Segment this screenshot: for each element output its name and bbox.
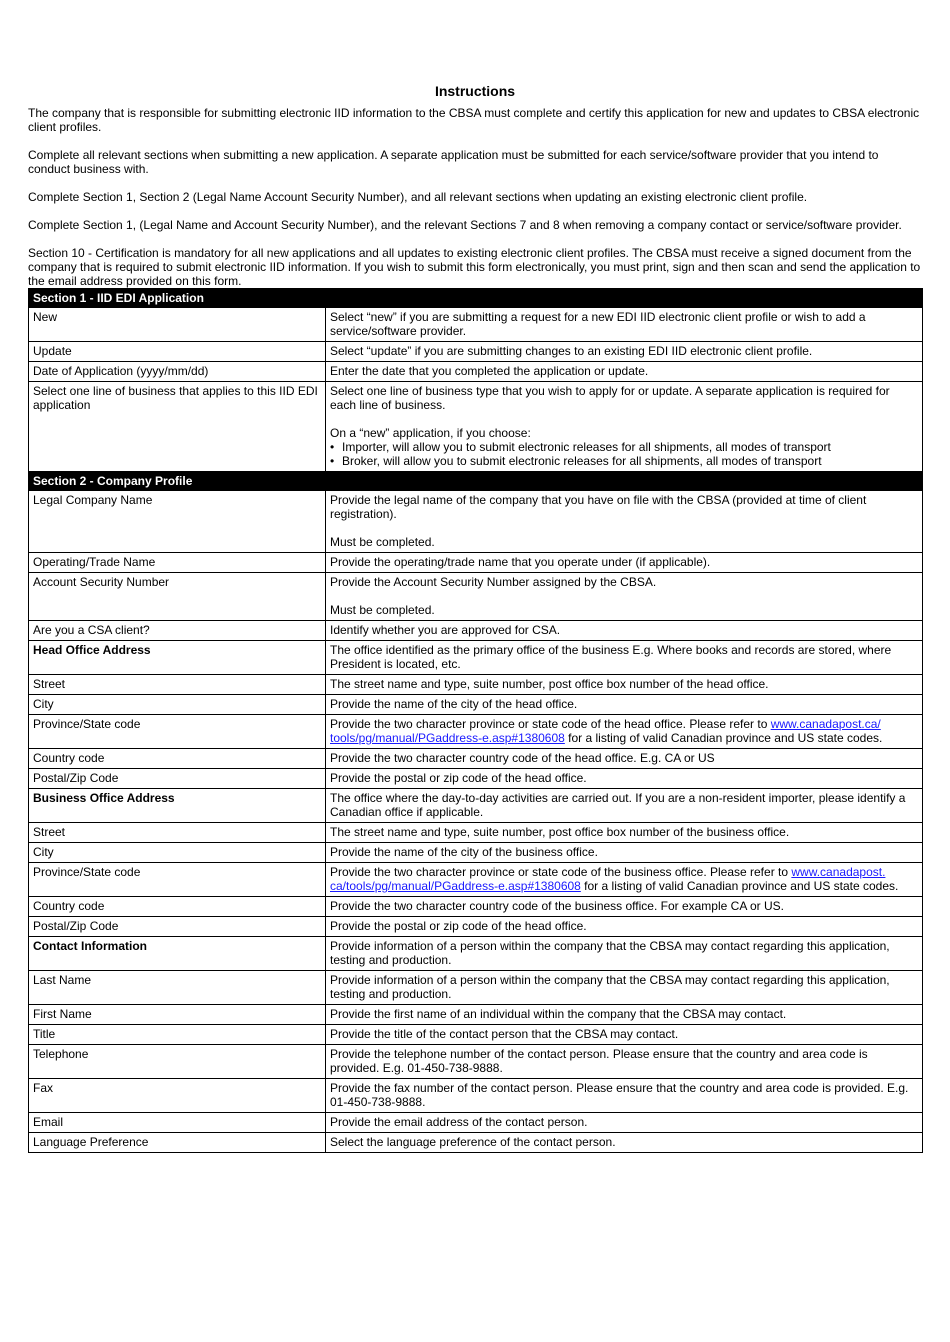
field-description: Provide the two character country code of the business office. For example CA or US. [326,897,923,917]
table-row [29,863,923,897]
field-description: Provide the fax number of the contact person. Please ensure that the country and area code is provided. E.g. 01-450-738-9888. [326,1079,923,1113]
lob-new-note: On a “new” application, if you choose: [330,426,531,440]
table-row [29,937,923,971]
province-description-text: for a listing of valid Canadian province and US state codes. [564,731,883,745]
table-row [29,342,923,362]
field-description [326,573,923,621]
table-row [29,1133,923,1153]
field-label: Province/State code [29,715,326,749]
field-description: Select “update” if you are submitting changes to an existing EDI IID electronic client profile. [326,342,923,362]
table-row [29,823,923,843]
instructions-table [28,288,923,1153]
field-label: Country code [29,749,326,769]
page-title: Instructions [434,83,516,99]
table-row [29,573,923,621]
instructions-intro [28,106,922,288]
canada-post-link[interactable]: www.canadapost. [791,865,886,879]
field-label: Street [29,823,326,843]
field-label: Country code [29,897,326,917]
table-row [29,1113,923,1133]
field-label: Telephone [29,1045,326,1079]
section-2-header-row [29,472,923,491]
table-row [29,695,923,715]
table-row [29,917,923,937]
section-1-header-row [29,289,923,308]
field-description: Provide the two character country code of the head office. E.g. CA or US [326,749,923,769]
field-description: Provide the email address of the contact person. [326,1113,923,1133]
table-row [29,843,923,863]
field-description: Provide the name of the city of the head office. [326,695,923,715]
field-label: Update [29,342,326,362]
required-note: Must be completed. [330,603,435,617]
field-label: City [29,843,326,863]
legal-name-description: Provide the legal name of the company that you have on file with the CBSA (provided at time of client registration). [330,493,867,521]
field-label: Business Office Address [29,789,326,823]
intro-paragraph: Complete Section 1, Section 2 (Legal Name Account Security Number), and all relevant sections when updating an existing electronic client profile. [28,190,808,204]
table-row [29,1079,923,1113]
field-description [326,715,923,749]
field-label: New [29,308,326,342]
intro-paragraph: The company that is responsible for submitting electronic IID information to the CBSA must complete and certify this application for new and updates to CBSA electronic client profiles. [28,106,920,134]
field-description [326,382,923,472]
table-row [29,1025,923,1045]
field-label: Operating/Trade Name [29,553,326,573]
field-description: Provide the postal or zip code of the head office. [326,917,923,937]
field-description: Select “new” if you are submitting a request for a new EDI IID electronic client profile or wish to add a service/software provider. [326,308,923,342]
field-description [326,863,923,897]
field-label: First Name [29,1005,326,1025]
field-description [326,491,923,553]
field-description: The office identified as the primary office of the business E.g. Where books and records are stored, where President is located, etc. [326,641,923,675]
field-label: Title [29,1025,326,1045]
table-row [29,675,923,695]
list-item: • Broker, will allow you to submit electronic releases for all shipments, all modes of transport [330,454,918,468]
list-item: • Importer, will allow you to submit electronic releases for all shipments, all modes of transport [330,440,918,454]
province-description-text: Provide the two character province or state code of the head office. Please refer to [330,717,771,731]
intro-paragraph: Complete all relevant sections when submitting a new application. A separate application must be submitted for each service/software provider that you intend to conduct business with. [28,148,879,176]
field-description: Select the language preference of the contact person. [326,1133,923,1153]
field-description: Provide information of a person within the company that the CBSA may contact regarding this application, testing and production. [326,937,923,971]
field-label: Contact Information [29,937,326,971]
table-row [29,553,923,573]
field-description: Enter the date that you completed the application or update. [326,362,923,382]
intro-paragraph: Section 10 - Certification is mandatory for all new applications and all updates to existing electronic client profiles. The CBSA must receive a signed document from the company that is required to submit electronic IID information. If you wish to submit this form electronically, you must print, sign and then scan and send the application to the email address provided on this form. [28,246,921,288]
field-description: Provide the postal or zip code of the head office. [326,769,923,789]
field-label: City [29,695,326,715]
table-row [29,715,923,749]
field-label: Last Name [29,971,326,1005]
field-label: Head Office Address [29,641,326,675]
canada-post-link[interactable]: tools/pg/manual/PGaddress-e.asp#1380608 [330,731,565,745]
lob-description: Select one line of business type that you wish to apply for or update. A separate application is required for each line of business. [330,384,890,412]
province-description-text: Provide the two character province or state code of the business office. Please refer to [330,865,792,879]
table-row [29,789,923,823]
table-row [29,621,923,641]
field-description: Provide the telephone number of the contact person. Please ensure that the country and area code is provided. E.g. 01-450-738-9888. [326,1045,923,1079]
table-row [29,491,923,553]
field-label: Language Preference [29,1133,326,1153]
table-row [29,362,923,382]
field-label: Account Security Number [29,573,326,621]
section-2-header: Section 2 - Company Profile [29,472,923,491]
table-row [29,641,923,675]
field-description: The office where the day-to-day activities are carried out. If you are a non-resident importer, please identify a Canadian office if applicable. [326,789,923,823]
field-description: Provide the title of the contact person that the CBSA may contact. [326,1025,923,1045]
field-label: Postal/Zip Code [29,769,326,789]
field-description: Provide the name of the city of the business office. [326,843,923,863]
table-row [29,1005,923,1025]
intro-paragraph: Complete Section 1, (Legal Name and Account Security Number), and the relevant Sections 7 and 8 when removing a company contact or service/software provider. [28,218,902,232]
table-row [29,749,923,769]
canada-post-link[interactable]: ca/tools/pg/manual/PGaddress-e.asp#1380608 [330,879,581,893]
table-row [29,769,923,789]
field-label: Date of Application (yyyy/mm/dd) [29,362,326,382]
table-row [29,897,923,917]
table-row [29,1045,923,1079]
section-1-header: Section 1 - IID EDI Application [29,289,923,308]
field-label: Select one line of business that applies to this IID EDI application [29,382,326,472]
required-note: Must be completed. [330,535,435,549]
field-description: Identify whether you are approved for CSA. [326,621,923,641]
field-description: Provide the operating/trade name that you operate under (if applicable). [326,553,923,573]
lob-bullet-list [330,440,918,468]
field-label: Postal/Zip Code [29,917,326,937]
field-description: Provide the first name of an individual within the company that the CBSA may contact. [326,1005,923,1025]
field-description: The street name and type, suite number, post office box number of the head office. [326,675,923,695]
field-description: Provide information of a person within the company that the CBSA may contact regarding this application, testing and production. [326,971,923,1005]
field-label: Fax [29,1079,326,1113]
table-row [29,971,923,1005]
field-label: Province/State code [29,863,326,897]
canada-post-link[interactable]: www.canadapost.ca/ [770,717,881,731]
field-description: The street name and type, suite number, post office box number of the business office. [326,823,923,843]
field-label: Street [29,675,326,695]
field-label: Legal Company Name [29,491,326,553]
province-description-text: for a listing of valid Canadian province and US state codes. [580,879,899,893]
table-row [29,382,923,472]
table-row [29,308,923,342]
field-label: Are you a CSA client? [29,621,326,641]
asn-description: Provide the Account Security Number assigned by the CBSA. [330,575,657,589]
field-label: Email [29,1113,326,1133]
